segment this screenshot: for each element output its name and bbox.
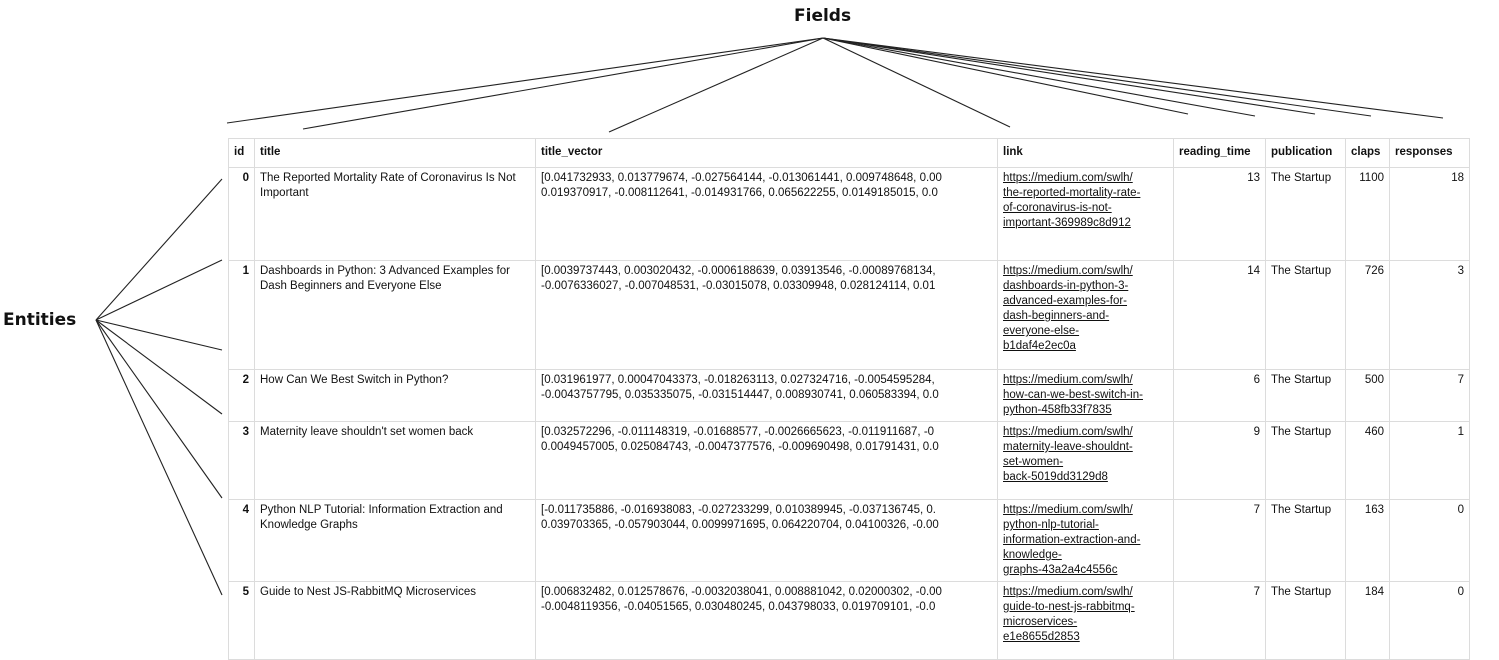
cell-claps: 163 (1346, 500, 1390, 582)
cell-claps: 460 (1346, 422, 1390, 500)
table-row (229, 422, 1470, 500)
cell-id: 4 (229, 500, 255, 582)
cell-responses: 0 (1390, 582, 1470, 660)
link-line[interactable]: https://medium.com/swlh/ (1003, 374, 1133, 386)
col-header-title-vector: title_vector (536, 139, 998, 168)
vector-line: [0.0039737443, 0.003020432, -0.0006188639, 0.03913546, -0.00089768134, (541, 265, 936, 277)
header-row (229, 139, 1470, 168)
cell-publication: The Startup (1266, 422, 1346, 500)
entity-connector-line (96, 260, 222, 320)
cell-title-vector (536, 261, 998, 370)
link-line[interactable]: python-nlp-tutorial- (1003, 519, 1099, 531)
cell-publication: The Startup (1266, 370, 1346, 422)
link-line[interactable]: dashboards-in-python-3- (1003, 280, 1129, 292)
cell-id: 2 (229, 370, 255, 422)
link-line[interactable]: guide-to-nest-js-rabbitmq- (1003, 601, 1135, 613)
cell-title: Guide to Nest JS-RabbitMQ Microservices (255, 582, 536, 660)
col-header-title: title (255, 139, 536, 168)
link-line[interactable]: set-women- (1003, 456, 1064, 468)
cell-reading-time: 6 (1174, 370, 1266, 422)
entity-connector-line (96, 179, 222, 320)
vector-line: [0.006832482, 0.012578676, -0.0032038041, 0.008881042, 0.02000302, -0.00 (541, 586, 942, 598)
cell-claps: 1100 (1346, 168, 1390, 261)
link-line[interactable]: back-5019dd3129d8 (1003, 471, 1108, 483)
link-line[interactable]: dash-beginners-and- (1003, 310, 1110, 322)
cell-publication: The Startup (1266, 582, 1346, 660)
cell-responses: 1 (1390, 422, 1470, 500)
cell-publication: The Startup (1266, 500, 1346, 582)
link-line[interactable]: how-can-we-best-switch-in- (1003, 389, 1143, 401)
cell-claps: 184 (1346, 582, 1390, 660)
cell-claps: 726 (1346, 261, 1390, 370)
cell-publication: The Startup (1266, 261, 1346, 370)
fields-label: Fields (794, 6, 852, 26)
cell-title: Dashboards in Python: 3 Advanced Examples for Dash Beginners and Everyone Else (255, 261, 536, 370)
vector-line: 0.019370917, -0.008112641, -0.014931766, 0.065622255, 0.0149185015, 0.0 (541, 187, 938, 199)
cell-title-vector (536, 168, 998, 261)
table-row (229, 500, 1470, 582)
link-line[interactable]: information-extraction-and- (1003, 534, 1141, 546)
cell-link[interactable] (998, 168, 1174, 261)
cell-reading-time: 7 (1174, 582, 1266, 660)
link-line[interactable]: advanced-examples-for- (1003, 295, 1128, 307)
link-line[interactable]: https://medium.com/swlh/ (1003, 426, 1133, 438)
link-line[interactable]: python-458fb33f7835 (1003, 404, 1112, 416)
cell-title: The Reported Mortality Rate of Coronavirus Is Not Important (255, 168, 536, 261)
cell-responses: 18 (1390, 168, 1470, 261)
link-line[interactable]: of-coronavirus-is-not- (1003, 202, 1112, 214)
vector-line: [0.041732933, 0.013779674, -0.027564144, -0.013061441, 0.009748648, 0.00 (541, 172, 942, 184)
link-line[interactable]: https://medium.com/swlh/ (1003, 586, 1133, 598)
cell-link[interactable] (998, 500, 1174, 582)
cell-title: Maternity leave shouldn't set women back (255, 422, 536, 500)
cell-title: Python NLP Tutorial: Information Extraction and Knowledge Graphs (255, 500, 536, 582)
cell-reading-time: 9 (1174, 422, 1266, 500)
vector-line: -0.0076336027, -0.007048531, -0.03015078, 0.03309948, 0.028124114, 0.01 (541, 280, 936, 292)
cell-title-vector (536, 422, 998, 500)
table-row (229, 582, 1470, 660)
cell-publication: The Startup (1266, 168, 1346, 261)
table-row (229, 370, 1470, 422)
cell-id: 5 (229, 582, 255, 660)
cell-title: How Can We Best Switch in Python? (255, 370, 536, 422)
col-header-link: link (998, 139, 1174, 168)
cell-link[interactable] (998, 582, 1174, 660)
col-header-responses: responses (1390, 139, 1470, 168)
entity-connector-line (96, 320, 222, 414)
cell-reading-time: 13 (1174, 168, 1266, 261)
link-line[interactable]: graphs-43a2a4c4556c (1003, 564, 1118, 576)
vector-line: -0.0043757795, 0.035335075, -0.031514447, 0.008930741, 0.060583394, 0.0 (541, 389, 939, 401)
cell-link[interactable] (998, 422, 1174, 500)
cell-link[interactable] (998, 261, 1174, 370)
field-connector-line (303, 38, 823, 129)
link-line[interactable]: everyone-else- (1003, 325, 1080, 337)
field-connector-line (227, 38, 823, 123)
cell-title-vector (536, 582, 998, 660)
entities-label: Entities (3, 310, 77, 330)
vector-line: 0.0049457005, 0.025084743, -0.0047377576, -0.009690498, 0.01791431, 0.0 (541, 441, 939, 453)
cell-id: 1 (229, 261, 255, 370)
table-row (229, 168, 1470, 261)
data-table (228, 138, 1470, 660)
col-header-id: id (229, 139, 255, 168)
link-line[interactable]: e1e8655d2853 (1003, 631, 1080, 643)
cell-responses: 7 (1390, 370, 1470, 422)
cell-responses: 0 (1390, 500, 1470, 582)
cell-reading-time: 7 (1174, 500, 1266, 582)
link-line[interactable]: important-369989c8d912 (1003, 217, 1131, 229)
vector-line: [0.031961977, 0.00047043373, -0.018263113, 0.027324716, -0.0054595284, (541, 374, 935, 386)
cell-id: 3 (229, 422, 255, 500)
col-header-publication: publication (1266, 139, 1346, 168)
cell-title-vector (536, 500, 998, 582)
field-connector-line (609, 38, 823, 132)
link-line[interactable]: https://medium.com/swlh/ (1003, 172, 1133, 184)
vector-line: [-0.011735886, -0.016938083, -0.027233299, 0.010389945, -0.037136745, 0. (541, 504, 936, 516)
field-connector-line (823, 38, 1315, 114)
vector-line: -0.0048119356, -0.04051565, 0.030480245, 0.043798033, 0.019709101, -0.0 (541, 601, 936, 613)
link-line[interactable]: knowledge- (1003, 549, 1062, 561)
field-connector-line (823, 38, 1188, 114)
col-header-claps: claps (1346, 139, 1390, 168)
entity-connector-line (96, 320, 222, 350)
field-connector-line (823, 38, 1443, 118)
field-connector-line (823, 38, 1255, 116)
vector-line: 0.039703365, -0.057903044, 0.0099971695, 0.064220704, 0.04100326, -0.00 (541, 519, 939, 531)
link-line[interactable]: maternity-leave-shouldnt- (1003, 441, 1133, 453)
cell-id: 0 (229, 168, 255, 261)
cell-responses: 3 (1390, 261, 1470, 370)
link-line[interactable]: microservices- (1003, 616, 1078, 628)
entity-connector-line (96, 320, 222, 498)
link-line[interactable]: https://medium.com/swlh/ (1003, 265, 1133, 277)
table-row (229, 261, 1470, 370)
cell-reading-time: 14 (1174, 261, 1266, 370)
cell-title-vector (536, 370, 998, 422)
col-header-reading-time: reading_time (1174, 139, 1266, 168)
link-line[interactable]: https://medium.com/swlh/ (1003, 504, 1133, 516)
cell-link[interactable] (998, 370, 1174, 422)
link-line[interactable]: the-reported-mortality-rate- (1003, 187, 1141, 199)
cell-claps: 500 (1346, 370, 1390, 422)
entity-connector-line (96, 320, 222, 595)
vector-line: [0.032572296, -0.011148319, -0.01688577, -0.0026665623, -0.011911687, -0 (541, 426, 935, 438)
link-line[interactable]: b1daf4e2ec0a (1003, 340, 1076, 352)
